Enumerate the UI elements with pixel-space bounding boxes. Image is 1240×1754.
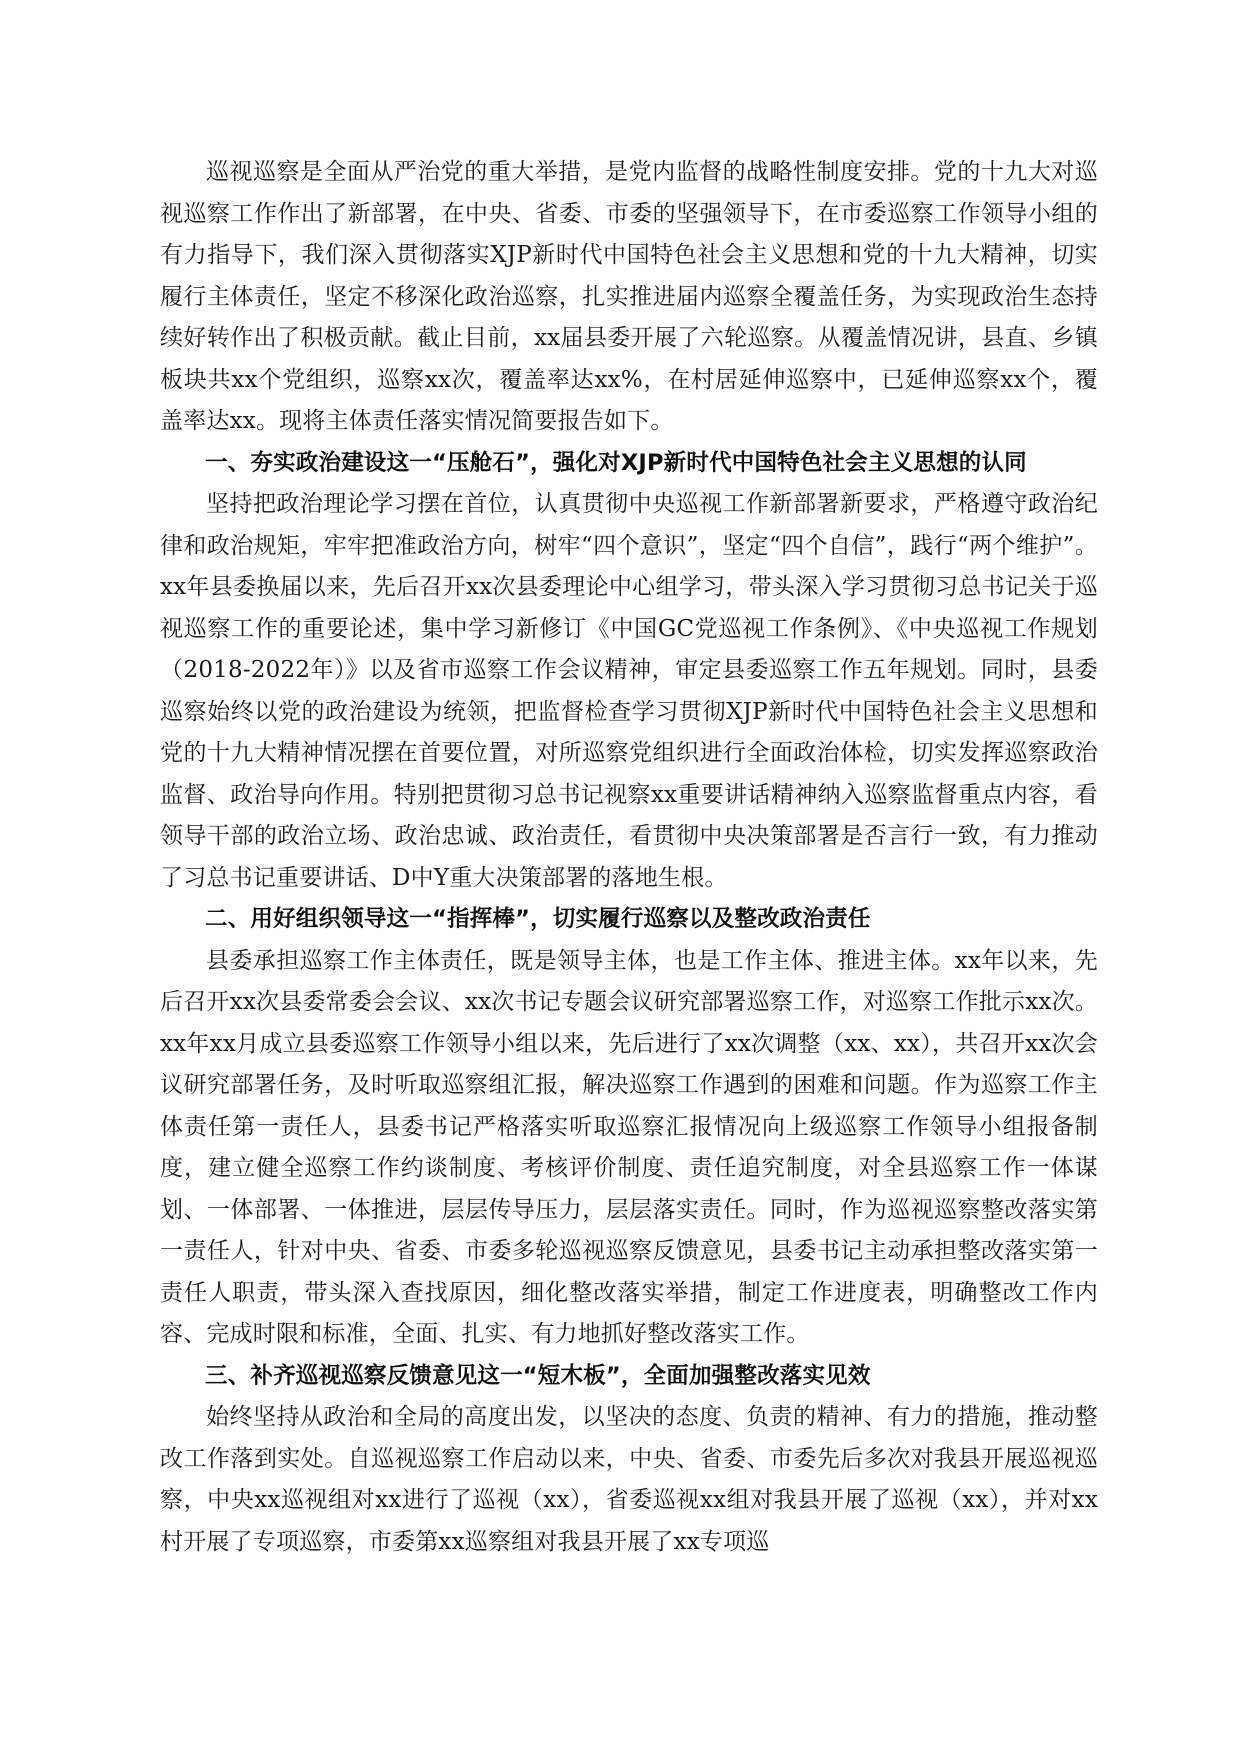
section-3-heading: 三、补齐巡视巡察反馈意见这一“短木板”，全面加强整改落实见效 bbox=[205, 1362, 871, 1389]
section-3-body: 始终坚持从政治和全局的高度出发，以坚决的态度、负责的精神、有力的措施，推动整改工作落到实处。自巡视巡察工作启动以来，中央、省委、市委先后多次对我县开展巡视巡察，中央xx巡视组对xx进行了巡视（xx），省委巡视xx组对我县开展了巡视（xx），并对xx村开展了专项巡察，市委第xx巡察组对我县开展了xx专项巡 bbox=[160, 1404, 1098, 1555]
section-2-heading: 二、用好组织领导这一“指挥棒”，切实履行巡察以及整改政治责任 bbox=[205, 906, 871, 932]
section-2-body: 县委承担巡察工作主体责任，既是领导主体，也是工作主体、推进主体。xx年以来，先后召开xx次县委常委会会议、xx次书记专题会议研究部署巡察工作，对巡察工作批示xx次。xx年xx月成立县委巡察工作领导小组以来，先后进行了xx次调整（xx、xx），共召开xx次会议研究部署任务，及时听取巡察组汇报，解决巡察工作遇到的困难和问题。作为巡察工作主体责任第一责任人，县委书记严格落实听取巡察汇报情况向上级巡察工作领导小组报备制度，建立健全巡察工作约谈制度、考核评价制度、责任追究制度，对全县巡察工作一体谋划、一体部署、一体推进，层层传导压力，层层落实责任。同时，作为巡视巡察整改落实第一责任人，针对中央、省委、市委多轮巡视巡察反馈意见，县委书记主动承担整改落实第一责任人职责，带头深入查找原因，细化整改落实举措，制定工作进度表，明确整改工作内容、完成时限和标准，全面、扎实、有力地抓好整改落实工作。 bbox=[160, 947, 1098, 1347]
section-1-heading: 一、夯实政治建设这一“压舱石”，强化对XJP新时代中国特色社会主义思想的认同 bbox=[205, 449, 1027, 476]
intro-paragraph: 巡视巡察是全面从严治党的重大举措，是党内监督的战略性制度安排。党的十九大对巡视巡察工作作出了新部署，在中央、省委、市委的坚强领导下，在市委巡察工作领导小组的有力指导下，我们深入贯彻落实XJP新时代中国特色社会主义思想和党的十九大精神，切实履行主体责任，坚定不移深化政治巡察，扎实推进届内巡察全覆盖任务，为实现政治生态持续好转作出了积极贡献。截止目前，xx届县委开展了六轮巡察。从覆盖情况讲，县直、乡镇板块共xx个党组织，巡察xx次，覆盖率达xx%，在村居延伸巡察中，已延伸巡察xx个，覆盖率达xx。现将主体责任落实情况简要报告如下。 bbox=[160, 159, 1098, 434]
document-page bbox=[160, 152, 1098, 1563]
section-1-body: 坚持把政治理论学习摆在首位，认真贯彻中央巡视工作新部署新要求，严格遵守政治纪律和政治规矩，牢牢把准政治方向，树牢“四个意识”，坚定“四个自信”，践行“两个维护”。xx年县委换届以来，先后召开xx次县委理论中心组学习，带头深入学习贯彻习总书记关于巡视巡察工作的重要论述，集中学习新修订《中国GC党巡视工作条例》、《中央巡视工作规划（2018-2022年）》以及省市巡察工作会议精神，审定县委巡察工作五年规划。同时，县委巡察始终以党的政治建设为统领，把监督检查学习贯彻XJP新时代中国特色社会主义思想和党的十九大精神情况摆在首要位置，对所巡察党组织进行全面政治体检，切实发挥巡察政治监督、政治导向作用。特别把贯彻习总书记视察xx重要讲话精神纳入巡察监督重点内容，看领导干部的政治立场、政治忠诚、政治责任，看贯彻中央决策部署是否言行一致，有力推动了习总书记重要讲话、D中Y重大决策部署的落地生根。 bbox=[160, 491, 1098, 891]
